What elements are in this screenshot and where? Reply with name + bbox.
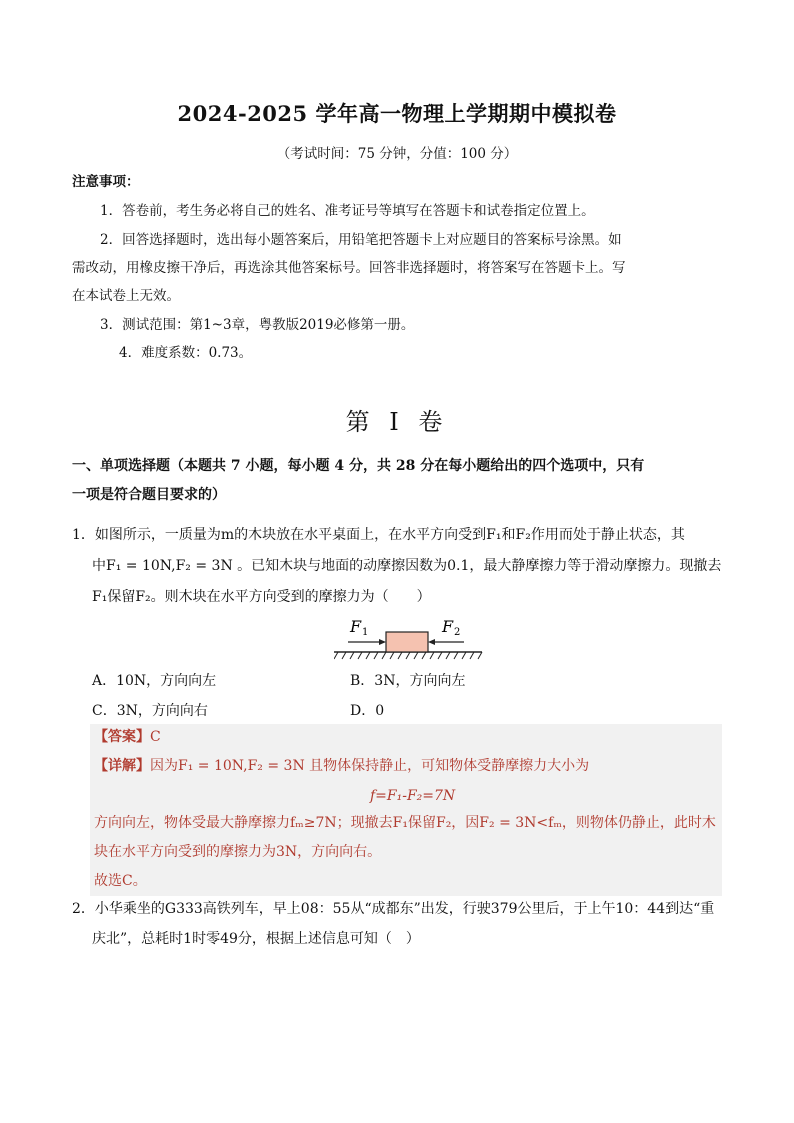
f1-subscript: 1 <box>362 627 369 638</box>
q2-stem-line-1: 2．小华乘坐的G333高铁列车，早上08：55从“成都东”出发，行驶379公里后，于上午10：44到达“重 <box>72 901 715 917</box>
q1-detail-line-4: 故选C。 <box>94 873 147 889</box>
q1-stem-line-1: 1．如图所示，一质量为m的木块放在水平桌面上，在水平方向受到F₁和F₂作用而处于静止状态，其 <box>72 527 685 543</box>
q2-stem-line-2: 庆北”，总耗时1时零49分，根据上述信息可知（ ） <box>92 931 420 947</box>
detail-text-1: 因为F₁ = 10N,F₂ = 3N 且物体保持静止，可知物体受静摩擦力大小为 <box>150 758 590 774</box>
notice-heading: 注意事项： <box>72 174 140 190</box>
notice-item-2-line-3: 在本试卷上无效。 <box>72 288 180 304</box>
part1-heading-line-1: 一、单项选择题（本题共 7 小题，每小题 4 分，共 28 分在每小题给出的四个选项中，只有 <box>72 458 645 474</box>
notice-item-2-line-2: 需改动，用橡皮擦干净后，再选涂其他答案标号。回答非选择题时，将答案写在答题卡上。写 <box>72 260 626 276</box>
detail-label: 【详解】 <box>94 758 150 774</box>
notice-item-4: 4．难度系数：0.73。 <box>119 345 253 361</box>
q1-option-a[interactable]: A．10N，方向向左 <box>92 673 217 689</box>
f2-subscript: 2 <box>454 627 461 638</box>
q1-answer <box>94 726 161 748</box>
q1-stem-line-2: 中F₁ = 10N,F₂ = 3N 。已知木块与地面的动摩擦因数为0.1，最大静摩擦力等于滑动摩擦力。现撤去 <box>92 558 722 574</box>
wooden-block <box>386 632 428 652</box>
q1-answer-box <box>90 724 722 896</box>
q1-detail-line-3: 块在水平方向受到的摩擦力为3N，方向向右。 <box>94 844 382 860</box>
q1-detail-line-2: 方向向左，物体受最大静摩擦力fₘ≥7N；现撤去F₁保留F₂，因F₂ = 3N<fₘ，则物体仍静止，此时木 <box>94 815 716 831</box>
answer-value: C <box>150 729 161 745</box>
q1-stem-line-3: F₁保留F₂。则木块在水平方向受到的摩擦力为（ ） <box>92 589 431 605</box>
f2-label: F <box>442 617 454 636</box>
notice-item-3: 3．测试范围：第1~3章，粤教版2019必修第一册。 <box>100 317 415 333</box>
answer-label: 【答案】 <box>94 729 150 745</box>
exam-title: 2024-2025 学年高一物理上学期期中模拟卷 <box>177 101 617 126</box>
notice-item-1: 1．答卷前，考生务必将自己的姓名、准考证号等填写在答题卡和试卷指定位置上。 <box>100 203 595 219</box>
q1-option-b[interactable]: B．3N，方向向左 <box>350 673 466 689</box>
exam-subtitle: （考试时间：75 分钟，分值：100 分） <box>276 146 518 162</box>
notice-item-2-line-1: 2．回答选择题时，选出每小题答案后，用铅笔把答题卡上对应题目的答案标号涂黑。如 <box>100 232 622 248</box>
q1-detail-line-1 <box>94 755 589 777</box>
section-title: 第 I 卷 <box>345 408 449 436</box>
q1-option-d[interactable]: D．0 <box>350 703 385 719</box>
q1-detail-formula: f=F₁-F₂=7N <box>370 788 456 804</box>
block-force-diagram <box>334 612 484 662</box>
part1-heading-line-2: 一项是符合题目要求的） <box>72 487 226 503</box>
f1-label: F <box>350 617 362 636</box>
q1-option-c[interactable]: C．3N，方向向右 <box>92 703 208 719</box>
